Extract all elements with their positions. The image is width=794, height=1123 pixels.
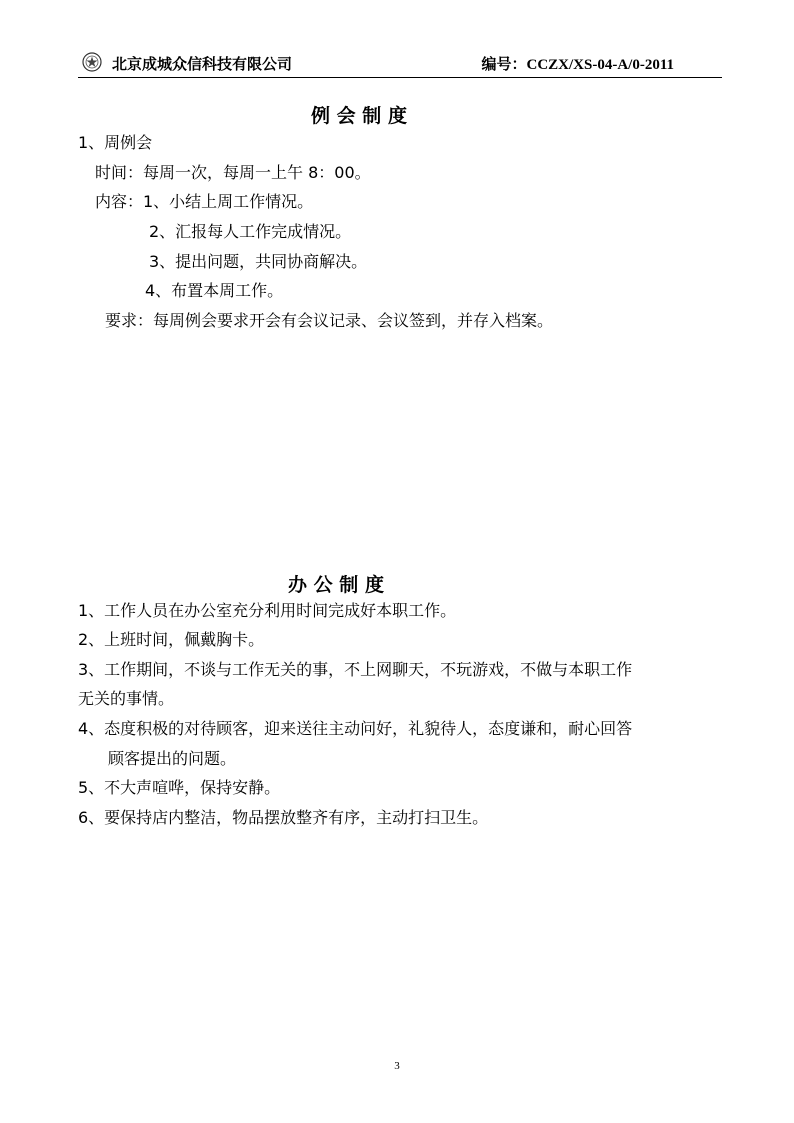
office-rule-2: 2、上班时间，佩戴胸卡。 <box>78 630 265 649</box>
meeting-content-3: 3、提出问题，共同协商解决。 <box>149 252 368 271</box>
office-rule-1: 1、工作人员在办公室充分利用时间完成好本职工作。 <box>78 601 457 620</box>
header-divider <box>78 77 722 78</box>
meeting-requirement: 要求：每周例会要求开会有会议记录、会议签到，并存入档案。 <box>105 311 554 330</box>
weekly-meeting-heading: 1、周例会 <box>78 133 153 152</box>
company-name: 北京成城众信科技有限公司 <box>112 55 293 73</box>
office-rule-3-continued: 无关的事情。 <box>78 689 175 708</box>
meeting-content-2: 2、汇报每人工作完成情况。 <box>149 222 352 241</box>
meeting-content-4: 4、布置本周工作。 <box>145 281 284 300</box>
document-code-label: 编号： <box>481 55 527 73</box>
office-rule-4-continued: 顾客提出的问题。 <box>108 749 237 768</box>
office-rules-title: 办公制度 <box>288 574 391 596</box>
office-rule-5: 5、不大声喧哗，保持安静。 <box>78 778 281 797</box>
meeting-content-1: 内容：1、小结上周工作情况。 <box>95 192 314 211</box>
meeting-rules-title: 例会制度 <box>311 105 414 127</box>
office-rule-3: 3、工作期间，不谈与工作无关的事，不上网聊天，不玩游戏，不做与本职工作 <box>78 660 633 679</box>
office-rule-4: 4、态度积极的对待顾客，迎来送往主动问好，礼貌待人，态度谦和，耐心回答 <box>78 719 633 738</box>
page-header <box>78 50 722 78</box>
meeting-time: 时间：每周一次，每周一上午 8：00。 <box>95 163 371 182</box>
page-number: 3 <box>394 1060 400 1072</box>
company-seal-icon <box>82 52 102 72</box>
document-code-value: CCZX/XS-04-A/0-2011 <box>526 57 674 73</box>
office-rule-6: 6、要保持店内整洁，物品摆放整齐有序，主动打扫卫生。 <box>78 808 489 827</box>
document-code <box>481 53 674 74</box>
